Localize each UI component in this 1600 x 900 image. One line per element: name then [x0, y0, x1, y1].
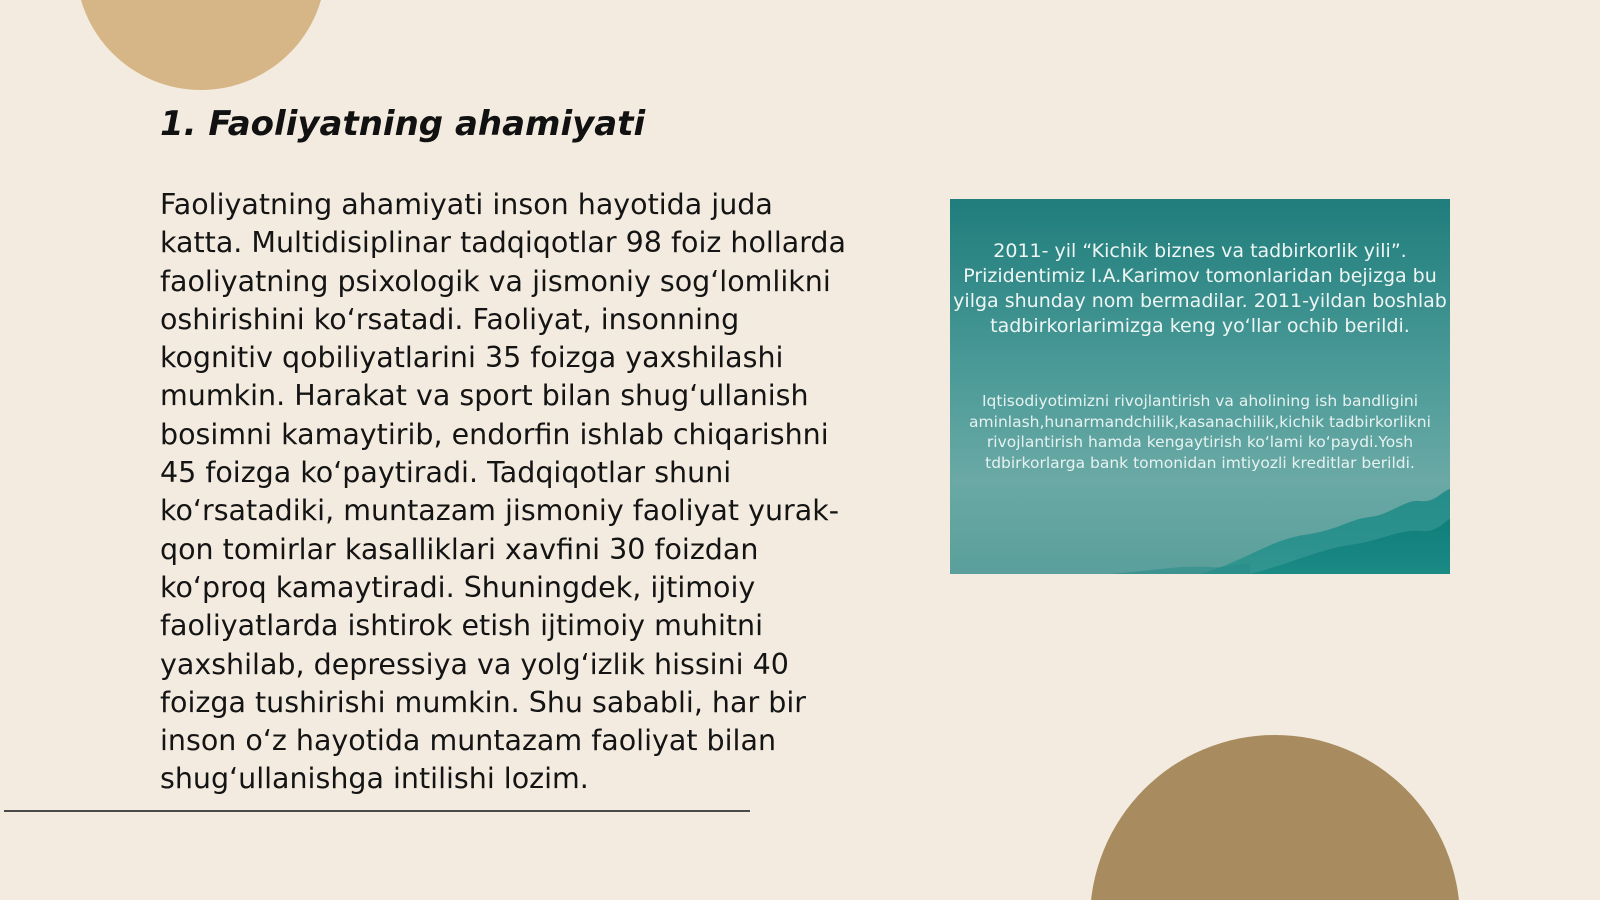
decorative-circle-bottom [1090, 735, 1460, 900]
divider-line [4, 810, 750, 812]
slide-image [950, 199, 1450, 574]
slide-title: 1. Faoliyatning ahamiyati [160, 104, 646, 144]
image-caption-main: 2011- yil “Kichik biznes va tadbirkorlik yili”. Prizidentimiz I.A.Karimov tomonlaridan bejizga bu yilga shunday nom bermadilar. 2011-yildan boshlab tadbirkorlarimizga keng yo‘llar ochib berildi. [953, 240, 1447, 337]
slide-body-text: Faoliyatning ahamiyati inson hayotida juda katta. Multidisiplinar tadqiqotlar 98 foiz hollarda faoliyatning psixologik va jismoniy sog‘lomlikni oshirishini ko‘rsatadi. Faoliyat, insonning kognitiv qobiliyatlarini 35 foizga yaxshilashi mumkin. Harakat va sport bilan shug‘ullanish bosimni kamaytirib, endorfin ishlab chiqarishni 45 foizga ko‘paytiradi. Tadqiqotlar shuni ko‘rsatadiki, muntazam jismoniy faoliyat yurak-qon tomirlar kasalliklari xavfini 30 foizdan ko‘proq kamaytiradi. Shuningdek, ijtimoiy faoliyatlarda ishtirok etish ijtimoiy muhitni yaxshilab, depressiya va yolg‘izlik hissini 40 foizga tushirishi mumkin. Shu sababli, har bir inson o‘z hayotida muntazam faoliyat bilan shug‘ullanishga intilishi lozim. [160, 188, 846, 796]
image-caption-secondary: Iqtisodiyotimizni rivojlantirish va aholining ish bandligini aminlash,hunarmandchilik,kasanachilik,kichik tadbirkorlikni rivojlantirish hamda kengaytirish ko‘lami ko‘paydi.Yosh tdbirkorlarga bank tomonidan imtiyozli kreditlar berildi. [969, 392, 1431, 472]
decorative-circle-top [76, 0, 326, 90]
